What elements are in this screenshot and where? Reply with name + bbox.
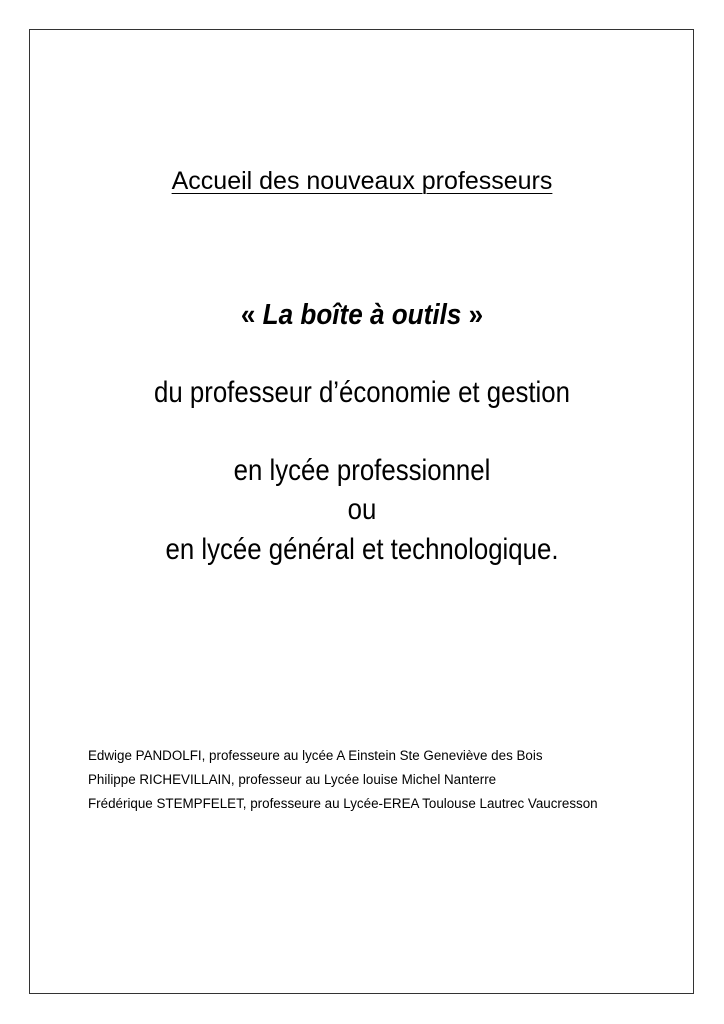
subtitle-line: en lycée général et technologique. xyxy=(165,533,559,566)
document-title xyxy=(36,296,688,334)
author-line: Frédérique STEMPFELET, professeure au Lycée-EREA Toulouse Lautrec Vaucresson xyxy=(88,796,598,811)
title-emphasis: La boîte à outils xyxy=(262,299,462,331)
author-line: Philippe RICHEVILLAIN, professeur au Lycée louise Michel Nanterre xyxy=(88,772,497,787)
authors-list xyxy=(88,744,598,816)
subtitle-line: du professeur d’économie et gestion xyxy=(154,376,570,409)
title-close-quote: » xyxy=(468,299,484,331)
subtitle-line: en lycée professionnel xyxy=(233,454,491,487)
title-open-quote: « xyxy=(240,299,256,331)
author-line: Edwige PANDOLFI, professeure au lycée A Einstein Ste Geneviève des Bois xyxy=(88,748,543,763)
page-heading: Accueil des nouveaux professeurs xyxy=(171,167,553,195)
subtitle-line: ou xyxy=(347,493,377,526)
